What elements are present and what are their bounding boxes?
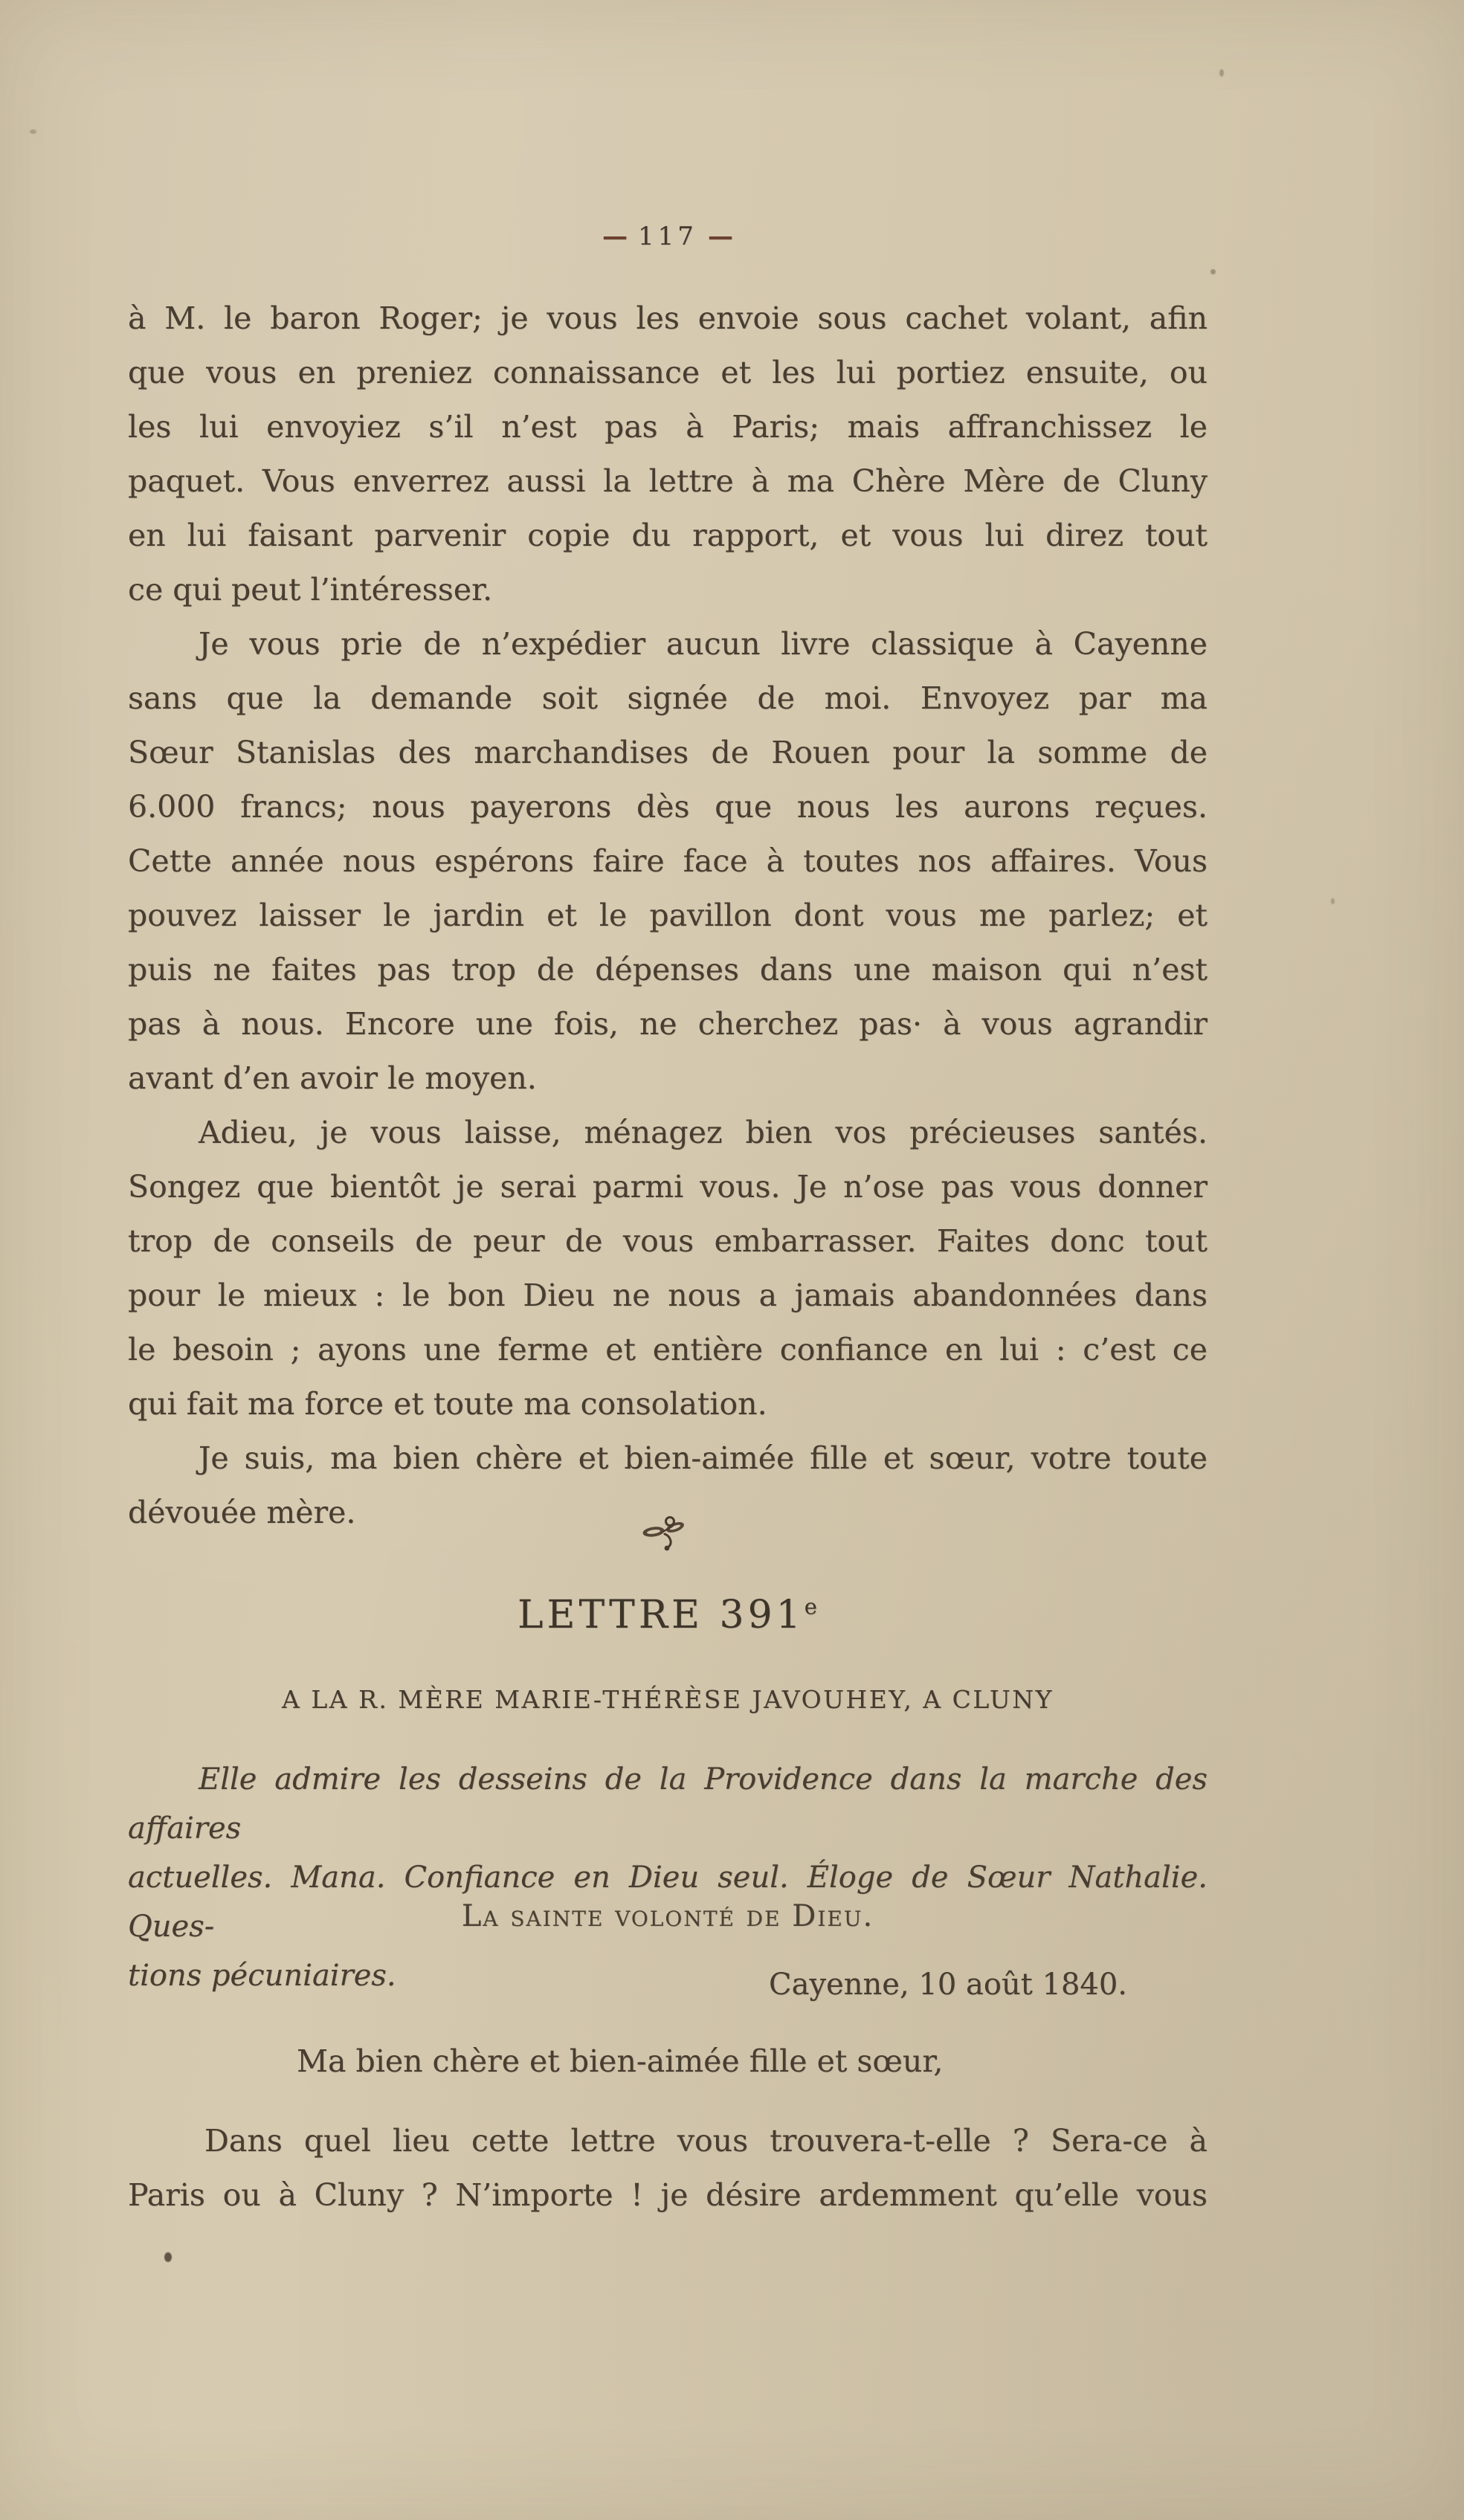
page-number: 117 bbox=[638, 222, 697, 251]
paper-speck bbox=[1331, 898, 1335, 904]
paragraph bbox=[128, 617, 1207, 1106]
text-line: Adieu, je vous laisse, ménagez bien vos précieuses santés. bbox=[199, 1115, 1207, 1150]
dateline: Cayenne, 10 août 1840. bbox=[769, 1968, 1127, 2002]
paper-speck bbox=[1210, 269, 1216, 274]
header-dash-left: — bbox=[602, 222, 628, 251]
text-line: qui fait ma force et toute ma consolation. bbox=[128, 1386, 767, 1422]
addressee-heading: A LA R. MÈRE MARIE-THÉRÈSE JAVOUHEY, A CLUNY bbox=[282, 1685, 1054, 1714]
text-line: pouvez laisser le jardin et le pavillon dont vous me parlez; et bbox=[128, 898, 1207, 933]
text-line: pour le mieux : le bon Dieu ne nous a jamais abandonnées dans bbox=[128, 1277, 1207, 1313]
paper-speck bbox=[416, 974, 419, 979]
text-line: en lui faisant parvenir copie du rapport, et vous lui direz tout bbox=[128, 518, 1207, 553]
fleuron-icon bbox=[128, 1515, 1207, 1554]
text-line: Songez que bientôt je serai parmi vous. Je n’ose pas vous donner bbox=[128, 1169, 1207, 1205]
paper-speck bbox=[1219, 69, 1224, 77]
letter-motto: La sainte volonté de Dieu. bbox=[461, 1899, 874, 1933]
text-line: pas à nous. Encore une fois, ne cherchez pas· à vous agrandir bbox=[128, 1006, 1207, 1042]
text-line: trop de conseils de peur de vous embarrasser. Faites donc tout bbox=[128, 1223, 1207, 1259]
text-line: Je suis, ma bien chère et bien-aimée fille et sœur, votre toute bbox=[199, 1440, 1207, 1476]
text-line: dévouée mère. bbox=[128, 1495, 356, 1530]
text-line: sans que la demande soit signée de moi. Envoyez par ma bbox=[128, 680, 1207, 716]
letter-title-superscript: e bbox=[804, 1593, 818, 1620]
text-line: puis ne faites pas trop de dépenses dans une maison qui n’est bbox=[128, 952, 1207, 987]
text-line: Sœur Stanislas des marchandises de Rouen pour la somme de bbox=[128, 735, 1207, 770]
paper-speck bbox=[164, 2252, 172, 2262]
text-line: Je vous prie de n’expédier aucun livre classique à Cayenne bbox=[199, 626, 1207, 662]
paragraph bbox=[128, 291, 1207, 617]
text-line: paquet. Vous enverrez aussi la lettre à ma Chère Mère de Cluny bbox=[128, 463, 1207, 499]
paper-speck bbox=[30, 129, 36, 134]
letter-title bbox=[128, 1593, 1207, 1637]
letter-opening-body bbox=[128, 2114, 1207, 2223]
text-line: le besoin ; ayons une ferme et entière confiance en lui : c’est ce bbox=[128, 1332, 1207, 1367]
page-header bbox=[128, 222, 1207, 251]
salutation: Ma bien chère et bien-aimée fille et sœur, bbox=[297, 2043, 944, 2079]
text-line: actuelles. Mana. Confiance en Dieu seul. Éloge de Sœur Nathalie. Ques- bbox=[128, 1860, 1207, 1944]
letter-ending-body bbox=[128, 291, 1207, 1540]
text-line: à M. le baron Roger; je vous les envoie sous cachet volant, afin bbox=[128, 300, 1207, 336]
paragraph bbox=[128, 2114, 1207, 2223]
text-line: tions pécuniaires. bbox=[128, 1959, 396, 1993]
letter-title-text: LETTRE 391 bbox=[517, 1593, 804, 1637]
text-line: 6.000 francs; nous payerons dès que nous les aurons reçues. bbox=[128, 789, 1207, 825]
text-line: ce qui peut l’intéresser. bbox=[128, 572, 493, 608]
text-line: que vous en preniez connaissance et les lui portiez ensuite, ou bbox=[128, 355, 1207, 390]
text-line: avant d’en avoir le moyen. bbox=[128, 1060, 537, 1096]
paragraph bbox=[128, 1755, 1207, 2000]
text-line: Elle admire les desseins de la Providence dans la marche des affaires bbox=[128, 1762, 1207, 1846]
paragraph bbox=[128, 1106, 1207, 1431]
text-line: Cette année nous espérons faire face à toutes nos affaires. Vous bbox=[128, 843, 1207, 879]
header-dash-right: — bbox=[707, 222, 733, 251]
text-line: les lui envoyiez s’il n’est pas à Paris; mais affranchissez le bbox=[128, 409, 1207, 445]
text-line: Dans quel lieu cette lettre vous trouvera-t-elle ? Sera-ce à bbox=[204, 2123, 1207, 2159]
letter-summary bbox=[128, 1755, 1207, 2000]
text-line: Paris ou à Cluny ? N’importe ! je désire ardemment qu’elle vous bbox=[128, 2177, 1207, 2213]
